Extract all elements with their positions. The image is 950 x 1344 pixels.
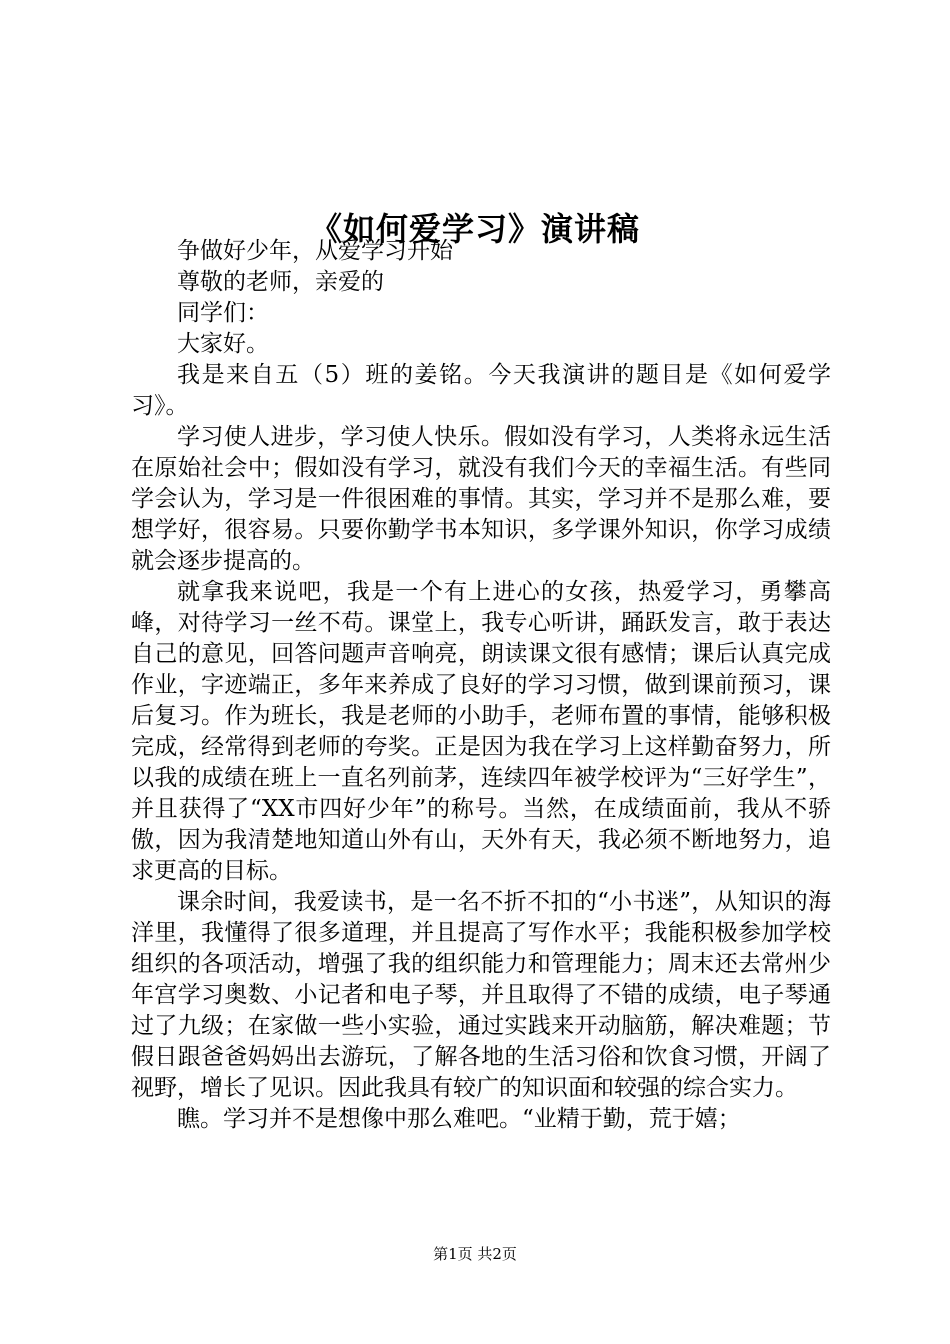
paragraph: 同学们： — [177, 300, 269, 326]
paragraph: 争做好少年，从爱学习开始 — [177, 238, 453, 264]
paragraph: 尊敬的老师，亲爱的 — [177, 269, 384, 295]
paragraph: 课余时间，我爱读书，是一名不折不扣的“小书迷”，从知识的海洋里，我懂得了很多道理，并且提高了写作水平；我能积极参加学校组织的各项活动，增强了我的组织能力和管理能力；周末还去常州少年宫学习奥数、小记者和电子琴，并且取得了不错的成绩，电子琴通过了九级；在家做一些小实验，通过实践来开动脑筋，解决难题；节假日跟爸爸妈妈出去游玩，了解各地的生活习俗和饮食习惯，开阔了视野，增长了见识。因此我具有较广的知识面和较强的综合实力。 — [131, 889, 831, 1101]
paragraph: 大家好。 — [177, 331, 269, 357]
document-title: 《如何爱学习》演讲稿 — [309, 210, 640, 249]
paragraph: 学习使人进步，学习使人快乐。假如没有学习，人类将永远生活在原始社会中；假如没有学习，就没有我们今天的幸福生活。有些同学会认为，学习是一件很困难的事情。其实，学习并不是那么难，要想学好，很容易。只要你勤学书本知识，多学课外知识，你学习成绩就会逐步提高的。 — [131, 424, 831, 574]
paragraph: 就拿我来说吧，我是一个有上进心的女孩，热爱学习，勇攀高峰，对待学习一丝不苟。课堂上，我专心听讲，踊跃发言，敢于表达自己的意见，回答问题声音响亮，朗读课文很有感情；课后认真完成作业，字迹端正，多年来养成了良好的学习习惯，做到课前预习，课后复习。作为班长，我是老师的小助手，老师布置的事情，能够积极完成，经常得到老师的夸奖。正是因为我在学习上这样勤奋努力，所以我的成绩在班上一直名列前茅，连续四年被学校评为“三好学生”，并且获得了“XX市四好少年”的称号。当然，在成绩面前，我从不骄傲，因为我清楚地知道山外有山，天外有天，我必须不断地努力，追求更高的目标。 — [131, 579, 831, 884]
paragraph: 我是来自五（5）班的姜铭。今天我演讲的题目是《如何爱学习》。 — [131, 362, 831, 419]
document-body — [131, 236, 831, 1135]
page-number-footer: 第1页 共2页 — [433, 1245, 517, 1263]
paragraph: 瞧。学习并不是想像中那么难吧。“业精于勤，荒于嬉； — [177, 1106, 741, 1132]
